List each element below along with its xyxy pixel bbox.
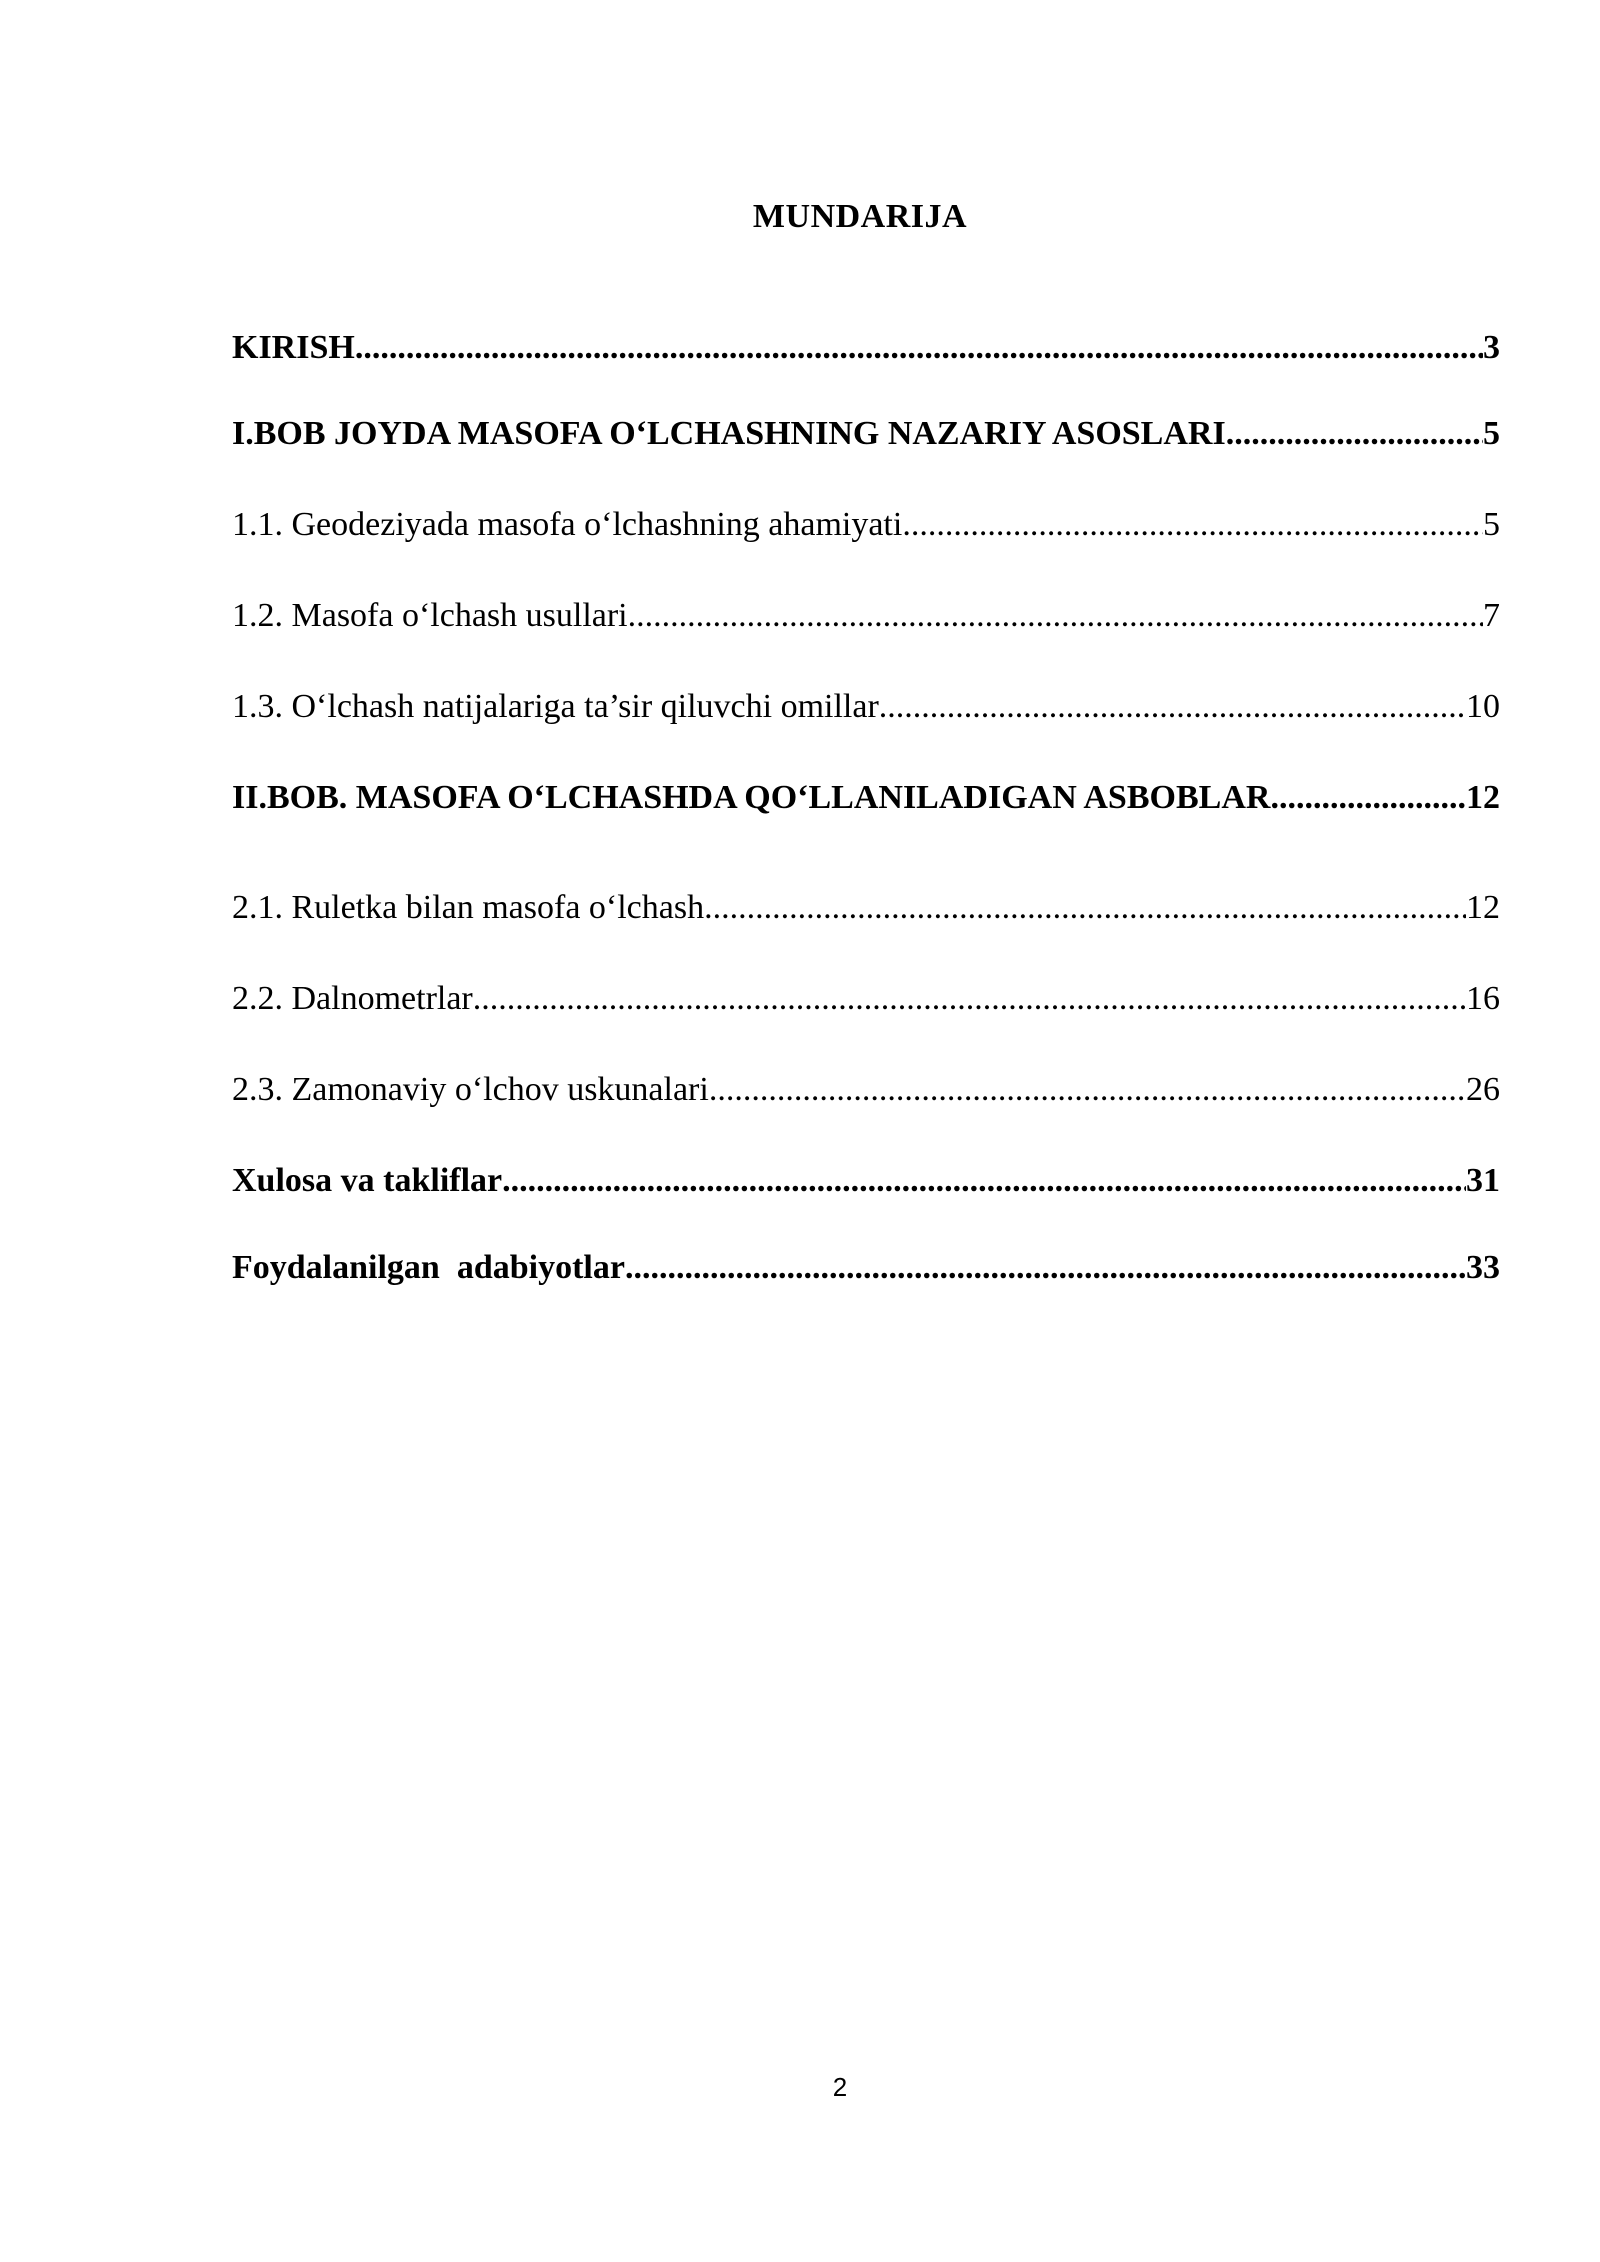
toc-entry-page: 7 bbox=[1483, 597, 1500, 634]
toc-entry-label: KIRISH bbox=[232, 329, 355, 366]
page-number: 2 bbox=[832, 2072, 848, 2102]
toc-entry-2-1[interactable] bbox=[232, 888, 1500, 928]
dot-leader bbox=[628, 596, 1483, 636]
toc-entry-1-2[interactable] bbox=[232, 596, 1500, 636]
toc-entry-2-3[interactable] bbox=[232, 1070, 1500, 1110]
toc-entry-label: 1.1. Geodeziyada masofa o‘lchashning ahamiyati bbox=[232, 506, 903, 543]
toc-entry-conclusion[interactable] bbox=[232, 1161, 1500, 1201]
toc-entry-label: 1.2. Masofa o‘lchash usullari bbox=[232, 597, 628, 634]
dot-leader bbox=[502, 1161, 1466, 1201]
toc-entry-page: 26 bbox=[1466, 1071, 1500, 1108]
dot-leader bbox=[709, 1070, 1466, 1110]
toc-entry-page: 12 bbox=[1466, 779, 1500, 816]
toc-entry-label: II.BOB. MASOFA O‘LCHASHDA QO‘LLANILADIGAN ASBOBLAR bbox=[232, 779, 1271, 816]
dot-leader bbox=[625, 1248, 1466, 1288]
toc-entry-label: 2.2. Dalnometrlar bbox=[232, 980, 473, 1017]
toc-entry-page: 3 bbox=[1483, 329, 1500, 366]
toc-title: MUNDARIJA bbox=[752, 198, 968, 235]
toc-entry-label: 1.3. O‘lchash natijalariga ta’sir qiluvchi omillar bbox=[232, 688, 879, 725]
dot-leader bbox=[473, 979, 1466, 1019]
toc-entry-2-2[interactable] bbox=[232, 979, 1500, 1019]
toc-entry-chapter-1[interactable] bbox=[232, 414, 1500, 454]
toc-entry-page: 5 bbox=[1483, 415, 1500, 452]
toc-entry-1-1[interactable] bbox=[232, 505, 1500, 545]
dot-leader bbox=[704, 888, 1466, 928]
toc-entry-chapter-2[interactable] bbox=[232, 778, 1500, 818]
toc-entry-page: 31 bbox=[1466, 1162, 1500, 1199]
toc-entry-label: Xulosa va takliflar bbox=[232, 1162, 503, 1199]
toc-entry-label: I.BOB JOYDA MASOFA O‘LCHASHNING NAZARIY ASOSLARI bbox=[232, 415, 1226, 452]
dot-leader bbox=[879, 687, 1466, 727]
dot-leader bbox=[1226, 414, 1483, 454]
dot-leader bbox=[902, 505, 1483, 545]
toc-entry-label: Foydalanilgan adabiyotlar bbox=[232, 1249, 625, 1286]
toc-entry-label: 2.3. Zamonaviy o‘lchov uskunalari bbox=[232, 1071, 709, 1108]
toc-entry-kirish[interactable] bbox=[232, 328, 1500, 368]
dot-leader bbox=[1270, 778, 1466, 818]
toc-entry-page: 10 bbox=[1466, 688, 1500, 725]
toc-entry-references[interactable] bbox=[232, 1248, 1500, 1288]
toc-entry-page: 33 bbox=[1466, 1249, 1500, 1286]
toc-entry-label: 2.1. Ruletka bilan masofa o‘lchash bbox=[232, 889, 705, 926]
toc-entry-page: 16 bbox=[1466, 980, 1500, 1017]
toc-entry-1-3[interactable] bbox=[232, 687, 1500, 727]
toc-entry-page: 12 bbox=[1466, 889, 1500, 926]
toc-entry-page: 5 bbox=[1483, 506, 1500, 543]
dot-leader bbox=[355, 328, 1483, 368]
